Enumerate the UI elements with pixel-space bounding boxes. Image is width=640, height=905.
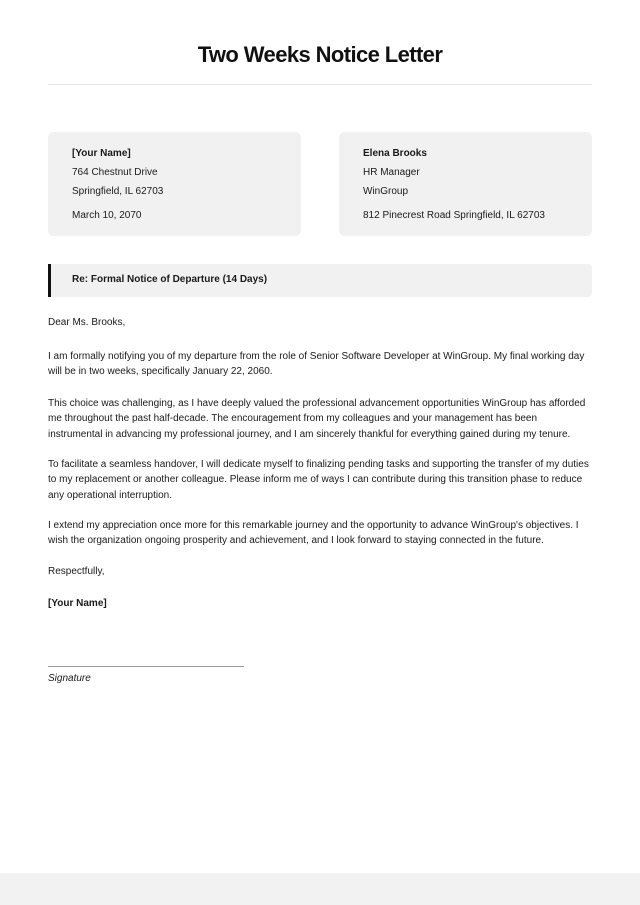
closing: Respectfully, bbox=[48, 566, 105, 577]
subject-box bbox=[48, 264, 592, 297]
recipient-name: Elena Brooks bbox=[363, 148, 427, 159]
body-paragraph: I am formally notifying you of my departure from the role of Senior Software Developer at WinGroup. My final working day will be in two weeks, specifically January 22, 2060. bbox=[48, 351, 585, 378]
recipient-position: HR Manager bbox=[363, 167, 420, 178]
title-divider bbox=[48, 84, 592, 85]
subject-line: Re: Formal Notice of Departure (14 Days) bbox=[72, 274, 268, 285]
sender-street: 764 Chestnut Drive bbox=[72, 167, 158, 178]
signer-name: [Your Name] bbox=[48, 598, 107, 609]
body-paragraph: I extend my appreciation once more for this remarkable journey and the opportunity to advance WinGroup's objectives. I wish the organization ongoing prosperity and achievement, and I look forward to staying connected in the future. bbox=[48, 520, 579, 547]
letter-date: March 10, 2070 bbox=[72, 210, 142, 221]
sender-city: Springfield, IL 62703 bbox=[72, 186, 164, 197]
signature-label: Signature bbox=[48, 673, 91, 684]
document-title: Two Weeks Notice Letter bbox=[197, 42, 443, 67]
recipient-info-card bbox=[339, 132, 592, 236]
body-paragraph: To facilitate a seamless handover, I will dedicate myself to finalizing pending tasks and supporting the transfer of my duties to my replacement or another colleague. Please inform me of ways I can contribute during this transition phase to reduce any operational interruption. bbox=[48, 459, 589, 501]
recipient-company: WinGroup bbox=[363, 186, 409, 197]
subject-accent-bar bbox=[48, 264, 51, 297]
signature-line bbox=[48, 666, 244, 667]
body-paragraph: This choice was challenging, as I have deeply valued the professional advancement opportunities WinGroup has afforded me throughout the past half-decade. The encouragement from my colleagues and your management has been instrumental in advancing my professional journey, and I am sincerely thankful for everything gained during my tenure. bbox=[48, 398, 586, 440]
sender-name: [Your Name] bbox=[72, 148, 131, 159]
page-bottom-margin bbox=[0, 873, 640, 905]
salutation: Dear Ms. Brooks, bbox=[48, 317, 126, 328]
recipient-address: 812 Pinecrest Road Springfield, IL 62703 bbox=[363, 210, 545, 221]
sender-info-card bbox=[48, 132, 301, 236]
